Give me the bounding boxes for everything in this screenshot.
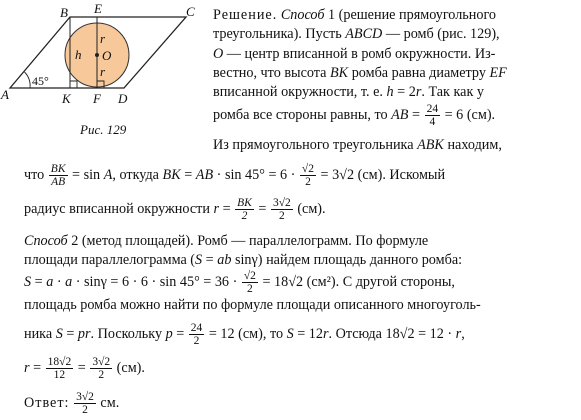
label-e: E xyxy=(94,1,102,16)
line-5: вписанной окружности, т. е. h = 2r. Так как у xyxy=(213,84,484,100)
label-o: O xyxy=(102,48,112,63)
line-16: Ответ: $\frac{3√2}{2}$ см. xyxy=(24,391,120,416)
line-13: площадь ромба можно найти по формуле площади описанного многоуголь- xyxy=(24,297,481,313)
label-k: K xyxy=(62,91,71,106)
line-10: Способ 2 (метод площадей). Ромб — параллелограмм. По формуле xyxy=(24,233,429,249)
fraction: $\frac{3√2}{2}$ xyxy=(76,391,94,416)
label-f: F xyxy=(93,91,101,106)
label-b: B xyxy=(60,5,68,20)
line-15: r = $\frac{18√2}{12}$ = $\frac{3√2}{2}$ (см). xyxy=(24,356,145,381)
fraction: $\frac{3√2}{2}$ xyxy=(272,197,291,222)
fraction: $\frac{3√2}{2}$ xyxy=(92,356,111,381)
line-3: O — центр вписанной в ромб окружности. Из- xyxy=(213,46,496,62)
line-11: площади параллелограмма (S = ab sinγ) найдем площадь данного ромба: xyxy=(24,252,463,268)
line-1: Решение. Способ 1 (решение прямоугольного xyxy=(213,7,497,23)
fraction: $\frac{BK}{AB}$ xyxy=(50,163,66,188)
angle-arc-a xyxy=(25,72,31,88)
fraction: $\frac{24}{4}$ xyxy=(426,103,439,128)
fraction: $\frac{24}{2}$ xyxy=(190,322,203,347)
line-6: ромба все стороны равны, то AB = $\frac{24}{4}$ = 6 (см). xyxy=(213,103,496,128)
center-point-o xyxy=(95,53,99,57)
line-8: что $\frac{BK}{AB}$ = sin A, откуда BK = AB · sin 45° = 6 · $\frac{√2}{2}$ = 3√2 (см). Искомый xyxy=(24,163,446,188)
figure-caption: Рис. 129 xyxy=(80,122,127,137)
line-7: Из прямоугольного треугольника ABK находим, xyxy=(213,137,502,153)
label-h: h xyxy=(75,47,82,62)
line-14: ника S = pr. Поскольку p = $\frac{24}{2}$ = 12 (см), то S = 12r. Отсюда 18√2 = 12 · r, xyxy=(24,322,465,347)
line-12: S = a · a · sinγ = 6 · 6 · sin 45° = 36 · $\frac{√2}{2}$ = 18√2 (см²). С другой стороны, xyxy=(24,270,455,295)
label-r-upper: r xyxy=(100,31,106,46)
fraction: $\frac{√2}{2}$ xyxy=(243,270,256,295)
line-2: треугольника). Пусть ABCD — ромб (рис. 129), xyxy=(213,26,500,42)
line-9: радиус вписанной окружности r = $\frac{BK}{2}$ = $\frac{3√2}{2}$ (см). xyxy=(24,197,326,222)
fraction: $\frac{√2}{2}$ xyxy=(301,163,314,188)
right-angle-mark-k xyxy=(70,81,77,88)
line-4: вестно, что высота BK ромба равна диаметру EF xyxy=(213,65,507,81)
label-r-lower: r xyxy=(100,64,106,79)
label-a: A xyxy=(1,87,9,102)
fraction: $\frac{18√2}{12}$ xyxy=(47,356,72,381)
fraction: $\frac{BK}{2}$ xyxy=(237,197,252,222)
label-angle: 45° xyxy=(32,74,49,88)
label-c: C xyxy=(186,4,195,19)
label-d: D xyxy=(118,91,128,106)
